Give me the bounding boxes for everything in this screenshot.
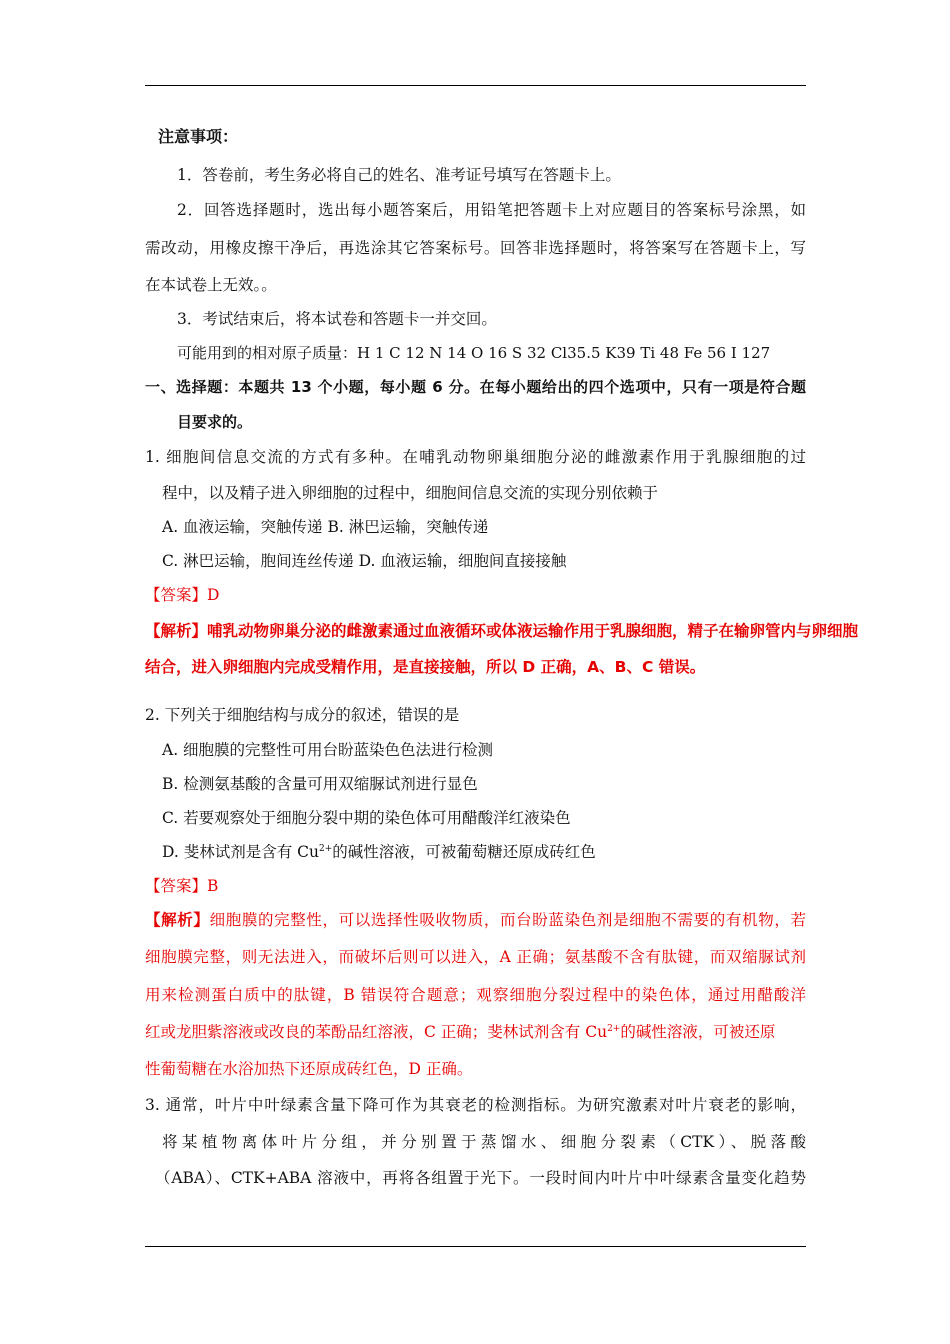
atomic-mass-line: 可能用到的相对原子质量：H 1 C 12 N 14 O 16 S 32 Cl35.5 K39 Ti 48 Fe 56 I 127: [177, 344, 771, 362]
q2-stem: 2. 下列关于细胞结构与成分的叙述，错误的是: [145, 706, 460, 724]
q2-analysis-label: 【解析】: [145, 911, 210, 929]
q2-analysis-text-4-pre: 红或龙胆紫溶液或改良的苯酚品红溶液，C 正确；斐林试剂含有 Cu: [145, 1023, 608, 1041]
header-rule: [145, 85, 806, 86]
notice-item-2-line-1: 2．回答选择题时，选出每小题答案后，用铅笔把答题卡上对应题目的答案标号涂黑，如: [177, 201, 806, 219]
q2-analysis-text-4-post: 的碱性溶液，可被还原: [620, 1023, 776, 1041]
q2-option-d: [162, 842, 596, 862]
q1-analysis-line-1: [145, 621, 858, 641]
section-1-heading-line-2: 目要求的。: [177, 413, 253, 431]
q2-analysis-line-3: 用来检测蛋白质中的肽键，B 错误符合题意；观察细胞分裂过程中的染色体，通过用醋酸洋: [145, 986, 806, 1004]
q1-stem-line-1: 1. 细胞间信息交流的方式有多种。在哺乳动物卵巢细胞分泌的雌激素作用于乳腺细胞的过: [145, 448, 806, 466]
q2-option-a: A. 细胞膜的完整性可用台盼蓝染色色法进行检测: [162, 741, 494, 759]
q3-stem-line-1: 3. 通常，叶片中叶绿素含量下降可作为其衰老的检测指标。为研究激素对叶片衰老的影响，: [145, 1096, 806, 1114]
notice-item-1: 1．答卷前，考生务必将自己的姓名、准考证号填写在答题卡上。: [177, 166, 621, 184]
q2-analysis-line-5: 性葡萄糖在水浴加热下还原成砖红色，D 正确。: [145, 1060, 473, 1078]
q3-stem-line-3: （ABA）、CTK+ABA 溶液中，再将各组置于光下。一段时间内叶片中叶绿素含量变化趋势: [155, 1169, 806, 1187]
q1-stem-line-2: 程中，以及精子进入卵细胞的过程中，细胞间信息交流的实现分别依赖于: [162, 484, 659, 502]
q2-analysis-text-1: 细胞膜的完整性，可以选择性吸收物质，而台盼蓝染色剂是细胞不需要的有机物，若: [209, 911, 806, 929]
notice-title: 注意事项：: [158, 127, 239, 146]
q1-options-line-2: C. 淋巴运输，胞间连丝传递 D. 血液运输，细胞间直接接触: [162, 552, 567, 570]
q1-analysis-label: 【解析】: [145, 622, 208, 640]
section-1-heading-line-1: 一、选择题：本题共 13 个小题，每小题 6 分。在每小题给出的四个选项中，只有一项是符合题: [145, 378, 806, 396]
q2-analysis-line-2: 细胞膜完整，则无法进入，而破坏后则可以进入，A 正确；氨基酸不含有肽键，而双缩脲试剂: [145, 948, 806, 966]
footer-rule: [145, 1246, 806, 1247]
q2-option-d-superscript: 2+: [319, 844, 333, 854]
q2-option-d-text-post: 的碱性溶液，可被葡萄糖还原成砖红色: [332, 843, 596, 861]
q1-analysis-line-2: 结合，进入卵细胞内完成受精作用，是直接接触，所以 D 正确，A、B、C 错误。: [145, 658, 706, 676]
notice-item-2-line-3: 在本试卷上无效。。: [145, 276, 277, 294]
q1-options-line-1: A. 血液运输，突触传递 B. 淋巴运输，突触传递: [162, 518, 489, 536]
q3-stem-line-2: 将某植物离体叶片分组，并分别置于蒸馏水、细胞分裂素（CTK）、脱落酸: [162, 1133, 806, 1151]
q2-option-d-text-pre: D. 斐林试剂是含有 Cu: [162, 843, 319, 861]
q2-option-c: C. 若要观察处于细胞分裂中期的染色体可用醋酸洋红液染色: [162, 809, 571, 827]
q2-analysis-line-4: [145, 1022, 775, 1042]
q2-analysis-superscript: 2+: [607, 1024, 621, 1034]
q1-answer: 【答案】D: [145, 586, 220, 604]
q2-analysis-line-1: [145, 910, 806, 930]
notice-item-2-line-2: 需改动，用橡皮擦干净后，再选涂其它答案标号。回答非选择题时，将答案写在答题卡上，写: [145, 239, 806, 257]
q1-analysis-text-1: 哺乳动物卵巢分泌的雌激素通过血液循环或体液运输作用于乳腺细胞，精子在输卵管内与卵细胞: [207, 622, 859, 640]
q2-answer: 【答案】B: [145, 877, 219, 895]
q2-option-b: B. 检测氨基酸的含量可用双缩脲试剂进行显色: [162, 775, 478, 793]
notice-item-3: 3．考试结束后，将本试卷和答题卡一并交回。: [177, 310, 497, 328]
